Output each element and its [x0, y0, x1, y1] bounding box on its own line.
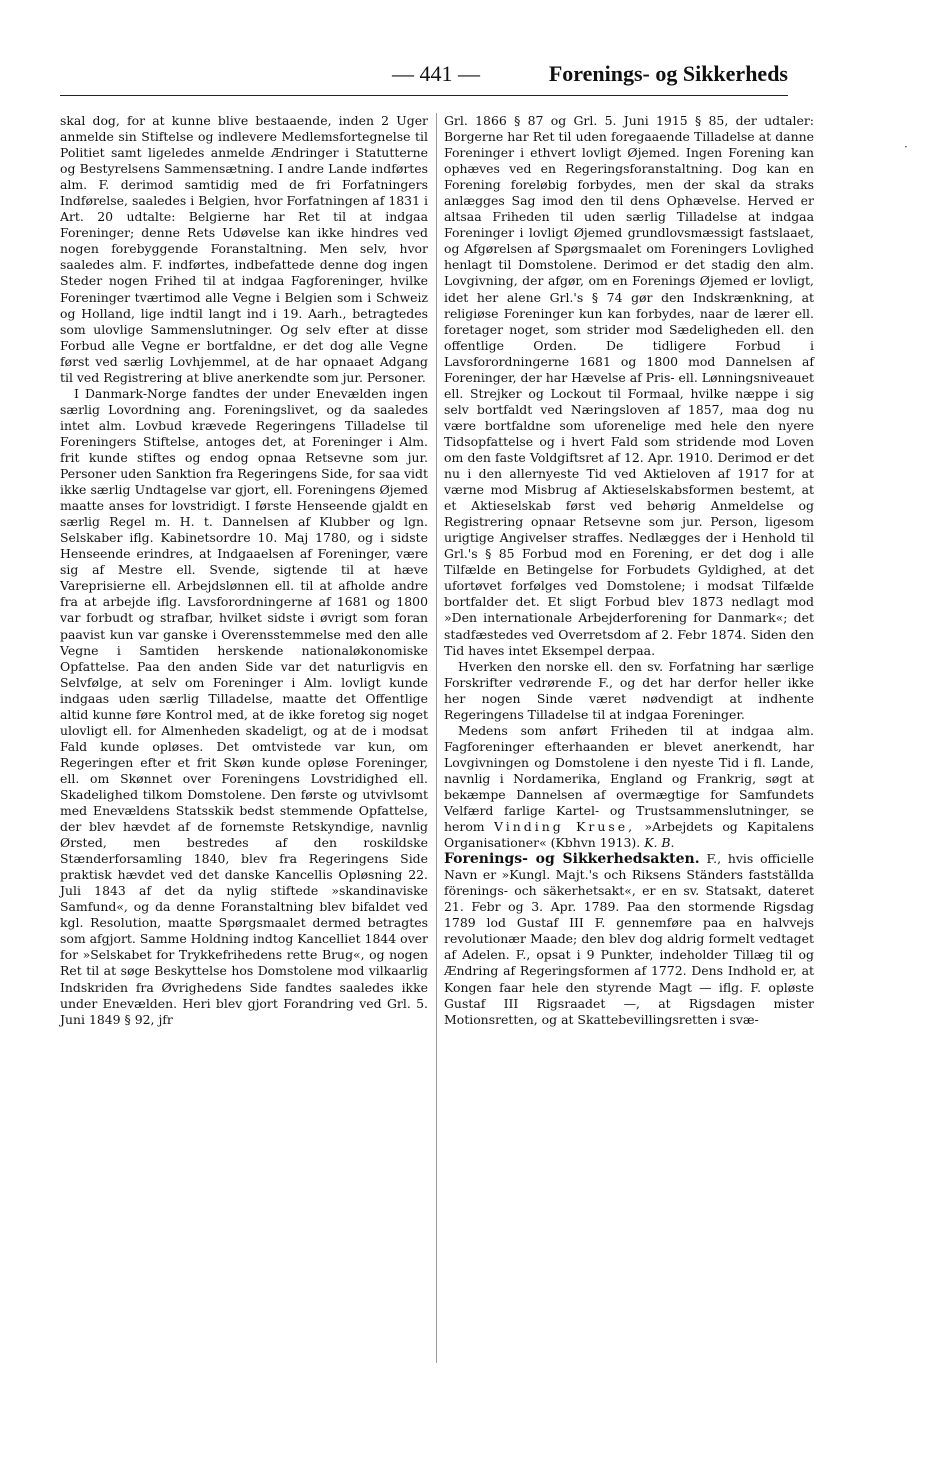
margin-mark: ·	[904, 140, 908, 154]
right-paragraph-2: Hverken den norske ell. den sv. Forfatning har særlige Forskrifter vedrørende F., og det har derfor heller ikke her nogen Sinde været nødvendigt at indhente Regeringens Tilladelse til at indgaa Foreninger.	[444, 658, 814, 722]
entry-forenings-og-sikkerhedsakten	[444, 851, 814, 1028]
author-name: Vinding Kruse,	[494, 819, 636, 835]
page-header	[60, 60, 788, 92]
left-paragraph-2: I Danmark-Norge fandtes der under Enevælden ingen særlig Lovordning ang. Foreningslivet, og da saaledes intet alm. Lovbud krævede Regeringens Tilladelse til Foreningers Stiftelse, antoges det, at Foreninger i Alm. frit kunde stiftes og endog opnaa Retsevne som jur. Personer uden Sanktion fra Regeringens Side, for saa vidt ikke særlig Undtagelse var gjort, ell. Foreningens Øjemed maatte anses for lovstridigt. I første Henseende gjaldt en særlig Regel m. H. t. Dannelsen af Klubber og lgn. Selskaber iflg. Kabinetsordre 10. Maj 1780, og i sidste Henseende erindres, at Indgaaelsen af Foreninger, være sig af Mestre ell. Svende, sigtende til at hæve Vareprisierne ell. Arbejdslønnen ell. til at afholde andre fra at arbejde iflg. Lavsforordningerne af 1681 og 1800 var forbudt og strafbar, hvilket sidste i øvrigt som foran paavist kun var ganske i Overensstemmelse med den alle Vegne i Samtiden herskende nationaløkonomiske Opfattelse. Paa den anden Side var det naturligvis en Selvfølge, at selv om Foreninger i Alm. lovligt kunde indgaas uden særlig Tilladelse, maatte det Offentlige altid kunne føre Kontrol med, at de ikke foretog sig noget ulovligt ell. for Almenheden skadeligt, og at de i modsat Fald kunde opløses. Det omtvistede var kun, om Regeringen efter et frit Skøn kunde opløse Foreninger, ell. om Skønnet over Foreningens Lovstridighed ell. Skadelighed tilkom Domstolene. Den første og utvivlsomt med Enevældens Statsskik bedst stemmende Opfattelse, der blev hævdet af de fornemste Retskyndige, navnlig Ørsted, men bestredes af den roskildske Stænderforsamling 1840, blev fra Regeringens Side praktisk hævdet ved det danske Kancellis Opløsning 22. Juli 1843 af det da nylig stiftede »skandinaviske Samfund«, og da denne Foranstaltning blev bifaldet ved kgl. Resolution, maatte Spørgsmaalet dermed betragtes som afgjort. Samme Holdning indtog Kancelliet 1844 over for »Selskabet for Trykkefrihedens rette Brug«, og nogen Ret til at søge Beskyttelse hos Domstolene mod vilkaarlig Indskriden fra Øvrighedens Side fandtes saaledes ikke under Enevælden. Heri blev gjort Forandring ved Grl. 5. Juni 1849 § 92, jfr	[60, 385, 428, 1027]
left-paragraph-1: skal dog, for at kunne blive bestaaende, inden 2 Uger anmelde sin Stiftelse og indlevere Medlemsfortegnelse til Politiet samt ligeledes anmelde Ændringer i Statutterne og Bestyrelsens Sammensætning. I andre Lande indførtes alm. F. derimod samtidig med de fri Forfatningers Indførelse, saaledes i Belgien, hvor Forfatningen af 1831 i Art. 20 udtalte: Belgierne har Ret til at indgaa Foreninger; denne Rets Udøvelse kan ikke hindres ved nogen forebyggende Foranstaltning. Men selv, hvor saaledes alm. F. indførtes, indbefattede denne dog ingen Steder nogen Frihed til at indgaa Fagforeninger, hvilke Foreninger tværtimod alle Vegne i Belgien som i Schweiz og Holland, lige indtil langt ind i 19. Aarh., betragtedes som ulovlige Sammenslutninger. Og selv efter at disse Forbud alle Vegne er bortfaldne, er det dog alle Vegne først ved særlig Lovhjemmel, at de har opnaaet Adgang til ved Registrering at blive anerkendte som jur. Personer.	[60, 113, 428, 385]
paragraph-3-text: Medens som anført Friheden til at indgaa alm. Fagforeninger efterhaanden er blevet anerkendt, har Lovgivningen og Domstolene i den nyeste Tid i fl. Lande, navnlig i Nordamerika, England og Frankrig, søgt at bekæmpe Dannelsen af overmægtige for Samfundets Velfærd farlige Kartel- og Trustsammenslutninger, se herom	[444, 722, 814, 835]
running-head: Forenings- og Sikkerheds	[548, 61, 788, 86]
right-column	[444, 113, 814, 1028]
author-signature: K. B.	[644, 835, 675, 851]
column-divider	[436, 113, 437, 1363]
entry-headword: Forenings- og Sikkerhedsakten.	[444, 851, 700, 868]
left-column	[60, 113, 428, 1028]
right-paragraph-1: Grl. 1866 § 87 og Grl. 5. Juni 1915 § 85, der udtaler: Borgerne har Ret til uden foregaaende Tilladelse at danne Foreninger i ethvert lovligt Øjemed. Ingen Forening kan ophæves ved en Regeringsforanstaltning. Dog kan en Forening foreløbig forbydes, men der skal da straks anlægges Sag imod den til dens Ophævelse. Herved er altsaa Friheden til uden særlig Tilladelse at indgaa Foreninger i lovligt Øjemed grundlovsmæssigt fastslaaet, og Afgørelsen af Spørgsmaalet om Foreningers Lovlighed henlagt til Domstolene. Derimod er det stadig den alm. Lovgivning, der afgør, om en Forenings Øjemed er lovligt, idet her alene Grl.'s § 74 gør den Indskrænkning, at religiøse Foreninger kun kan forbydes, naar de lærer ell. foretager noget, som strider mod Sædeligheden ell. den offentlige Orden. De tidligere Forbud i Lavsforordningerne 1681 og 1800 mod Dannelsen af Foreninger, der har Hævelse af Pris- ell. Lønningsniveauet ell. Strejker og Lockout til Formaal, hvilke næppe i sig selv bortfaldt ved Næringsloven af 1857, maa dog nu være bortfaldne som uforenelige med hele den nyere Tidsopfattelse og i hvert Fald som stridende mod Loven om den faste Voldgiftsret af 12. Apr. 1910. Derimod er det nu i den allernyeste Tid ved Aktieloven af 1917 for at værne mod Misbrug af Aktieselskabsformen bestemt, at et Aktieselskab først ved behørig Anmeldelse og Registrering opnaar Retsevne som jur. Person, ligesom urigtige Angivelser straffes. Nedlægges der i Henhold til Grl.'s § 85 Forbud mod en Forening, er det dog i alle Tilfælde en Betingelse for Forbudets Gyldighed, at det ufortøvet forfølges ved Domstolene; i modsat Tilfælde bortfalder det. Et sligt Forbud blev 1873 nedlagt mod »Den internationale Arbejderforening for Danmark«; det stadfæstedes ved Overretsdom af 2. Febr 1874. Siden den Tid haves intet Eksempel derpaa.	[444, 113, 814, 658]
page-number: — 441 —	[392, 61, 480, 86]
header-rule	[60, 95, 788, 96]
entry-text: F., hvis officielle Navn er »Kungl. Majt.'s och Riksens Ständers fastställda förenings- och säkerhetsakt«, er en sv. Statsakt, dateret 21. Febr og 3. Apr. 1789. Paa den stormende Rigsdag 1789 lod Gustaf III F. gennemføre paa en halvvejs revolutionær Maade; den blev dog aldrig formelt vedtaget af Adelen. F., opsat i 9 Punkter, indeholder Tillæg til og Ændring af Regeringsformen af 1772. Dens Indhold er, at Kongen faar hele den styrende Magt — iflg. F. opløste Gustaf III Rigsraadet —, at Rigsdagen mister Motionsretten, og at Skattebevillingsretten i svæ-	[444, 851, 814, 1027]
right-paragraph-3	[444, 723, 814, 851]
paragraph-3-reference: »Arbejdets og Kapitalens Organisationer« (Kbhvn 1913).	[444, 819, 814, 851]
